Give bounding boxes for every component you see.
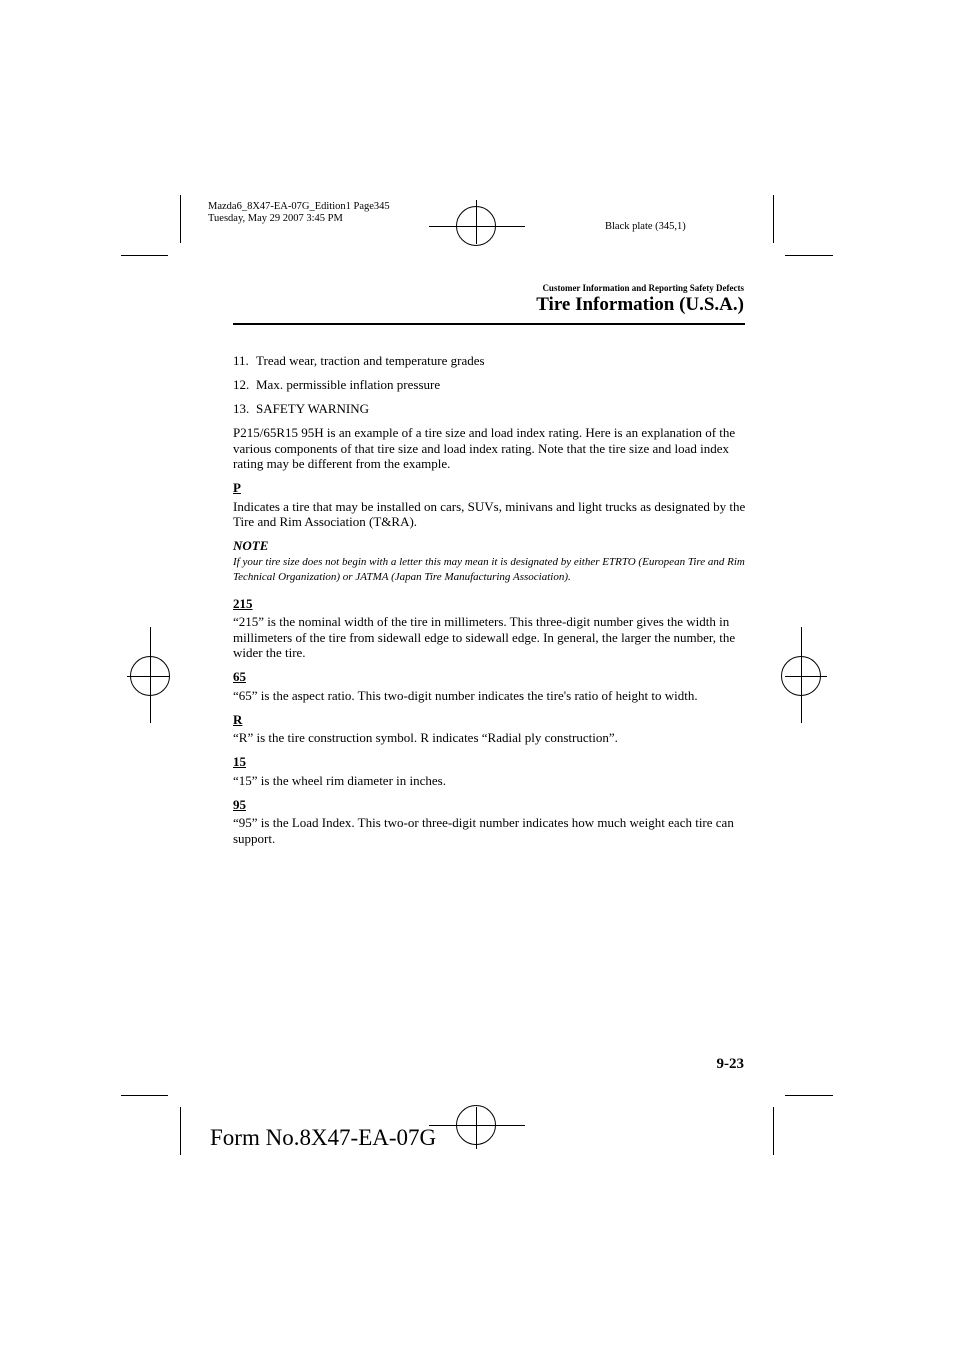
- form-number: Form No.8X47-EA-07G: [210, 1125, 437, 1150]
- list-text: SAFETY WARNING: [256, 401, 370, 416]
- note-title: NOTE: [233, 538, 269, 553]
- heading-r: R: [233, 711, 243, 727]
- crop-mark: [773, 1107, 774, 1155]
- page-title: Tire Information (U.S.A.): [536, 294, 744, 315]
- heading-215: 215: [233, 595, 253, 611]
- title-rule: [233, 323, 745, 325]
- crop-mark: [785, 1095, 833, 1096]
- paragraph-p: Indicates a tire that may be installed on cars, SUVs, minivans and light trucks as designated by the Tire and Rim Association (T&RA).: [233, 498, 746, 529]
- registration-circle-icon: [781, 656, 821, 696]
- crop-mark: [180, 195, 181, 243]
- crop-mark: [121, 255, 168, 256]
- note-text: If your tire size does not begin with a letter this may mean it is designated by either ETRTO (European Tire and Rim Technical Organization) or JATMA (Japan Tire Manufacturing Association).: [233, 555, 745, 583]
- page-body: [233, 353, 748, 855]
- heading-p: P: [233, 480, 241, 495]
- list-number: 11.: [233, 353, 249, 368]
- heading-65: 65: [233, 669, 246, 684]
- paragraph-65: “65” is the aspect ratio. This two-digit number indicates the tire's ratio of height to width.: [233, 687, 698, 703]
- list-text: Max. permissible inflation pressure: [256, 377, 441, 392]
- heading-15: 15: [233, 754, 246, 769]
- list-text: Tread wear, traction and temperature grades: [256, 353, 485, 368]
- crop-mark: [180, 1107, 181, 1155]
- registration-circle-icon: [456, 206, 496, 246]
- print-metadata: [208, 201, 390, 225]
- list-number: 13.: [233, 401, 250, 416]
- plate-label: Black plate (345,1): [605, 221, 686, 232]
- crop-mark: [785, 255, 833, 256]
- paragraph-215: “215” is the nominal width of the tire in millimeters. This three-digit number gives the width in millimeters of the tire from sidewall edge to sidewall edge. In general, the larger the number, the wider the tire.: [233, 614, 736, 660]
- paragraph-95: “95” is the Load Index. This two-or three-digit number indicates how much weight each tire can support.: [233, 815, 734, 846]
- list-item: [233, 353, 748, 369]
- page-number: 9-23: [716, 1056, 744, 1072]
- paragraph-15: “15” is the wheel rim diameter in inches.: [233, 772, 446, 788]
- intro-paragraph: P215/65R15 95H is an example of a tire size and load index rating. Here is an explanation of the various components of that tire size and load index rating. Note that the tire size and load index rating may be different from the example.: [233, 425, 736, 471]
- paragraph-r: “R” is the tire construction symbol. R indicates “Radial ply construction”.: [233, 730, 618, 745]
- list-number: 12.: [233, 377, 250, 392]
- registration-circle-icon: [456, 1105, 496, 1145]
- heading-95: 95: [233, 796, 246, 812]
- crop-mark: [121, 1095, 168, 1096]
- list-item: [233, 401, 748, 417]
- crop-mark: [773, 195, 774, 243]
- registration-circle-icon: [130, 656, 170, 696]
- print-date-line: Tuesday, May 29 2007 3:45 PM: [208, 213, 343, 224]
- section-label: Customer Information and Reporting Safety Defects: [542, 283, 744, 293]
- list-item: [233, 377, 748, 393]
- print-file-line: Mazda6_8X47-EA-07G_Edition1 Page345: [208, 201, 390, 212]
